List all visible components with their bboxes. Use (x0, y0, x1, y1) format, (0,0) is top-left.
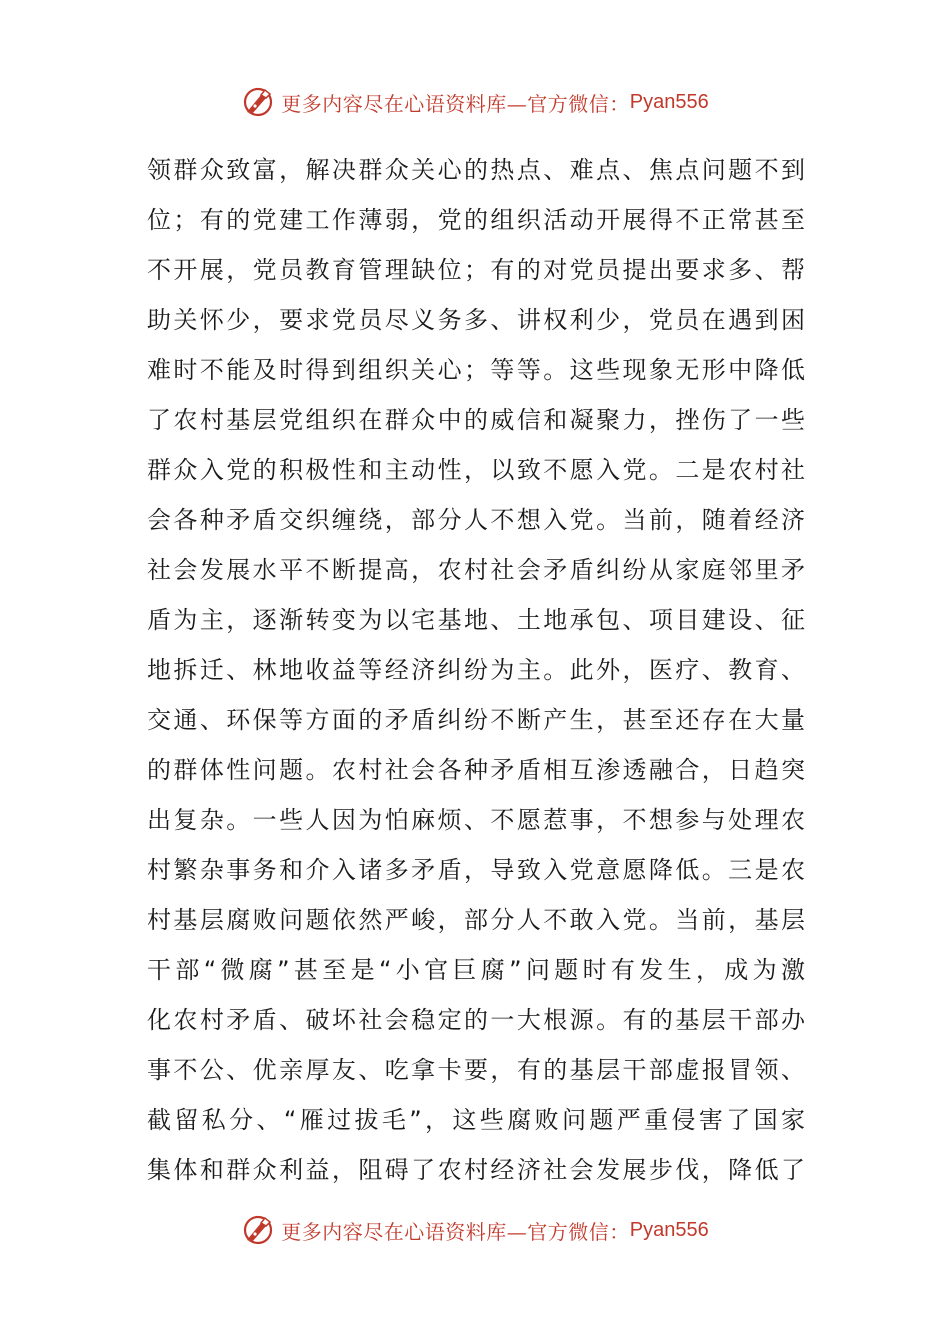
body-text-line: 的群体性问题。农村社会各种矛盾相互渗透融合，日趋突 (147, 756, 807, 784)
footer-banner (0, 1208, 950, 1252)
pen-logo-icon (241, 85, 275, 119)
body-text-line: 社会发展水平不断提高，农村社会矛盾纠纷从家庭邻里矛 (147, 556, 807, 584)
body-text-line: 干部“微腐”甚至是“小官巨腐”问题时有发生，成为激 (147, 956, 807, 984)
body-text-line: 截留私分、“雁过拔毛”，这些腐败问题严重侵害了国家 (147, 1106, 807, 1134)
body-text-line: 集体和群众利益，阻碍了农村经济社会发展步伐，降低了 (147, 1156, 807, 1184)
header-banner-text: 更多内容尽在心语资料库—官方微信： (281, 91, 630, 116)
body-text-line: 群众入党的积极性和主动性，以致不愿入党。二是农村社 (147, 456, 807, 484)
body-text-line: 出复杂。一些人因为怕麻烦、不愿惹事，不想参与处理农 (147, 806, 807, 834)
body-text-line: 会各种矛盾交织缠绕，部分人不想入党。当前，随着经济 (147, 506, 807, 534)
body-text-line: 事不公、优亲厚友、吃拿卡要，有的基层干部虚报冒领、 (147, 1056, 807, 1084)
document-body (147, 145, 807, 1195)
body-text-line: 地拆迁、林地收益等经济纠纷为主。此外，医疗、教育、 (147, 656, 807, 684)
body-text-line: 不开展，党员教育管理缺位；有的对党员提出要求多、帮 (147, 256, 807, 284)
body-text-line: 领群众致富，解决群众关心的热点、难点、焦点问题不到 (147, 156, 807, 184)
footer-wechat-id: Pyan556 (629, 1218, 709, 1241)
header-banner (0, 80, 950, 124)
body-text-line: 盾为主，逐渐转变为以宅基地、土地承包、项目建设、征 (147, 606, 807, 634)
body-text-line: 交通、环保等方面的矛盾纠纷不断产生，甚至还存在大量 (147, 706, 807, 734)
body-text-line: 助关怀少，要求党员尽义务多、讲权利少，党员在遇到困 (147, 306, 807, 334)
body-text-line: 村繁杂事务和介入诸多矛盾，导致入党意愿降低。三是农 (147, 856, 807, 884)
body-text-line: 了农村基层党组织在群众中的威信和凝聚力，挫伤了一些 (147, 406, 807, 434)
pen-logo-icon (241, 1213, 275, 1247)
body-text-line: 难时不能及时得到组织关心；等等。这些现象无形中降低 (147, 356, 807, 384)
body-text-line: 位；有的党建工作薄弱，党的组织活动开展得不正常甚至 (147, 206, 807, 234)
body-text-line: 化农村矛盾、破坏社会稳定的一大根源。有的基层干部办 (147, 1006, 807, 1034)
header-wechat-id: Pyan556 (629, 90, 709, 113)
body-text-line: 村基层腐败问题依然严峻，部分人不敢入党。当前，基层 (147, 906, 807, 934)
footer-banner-text: 更多内容尽在心语资料库—官方微信： (281, 1219, 630, 1244)
